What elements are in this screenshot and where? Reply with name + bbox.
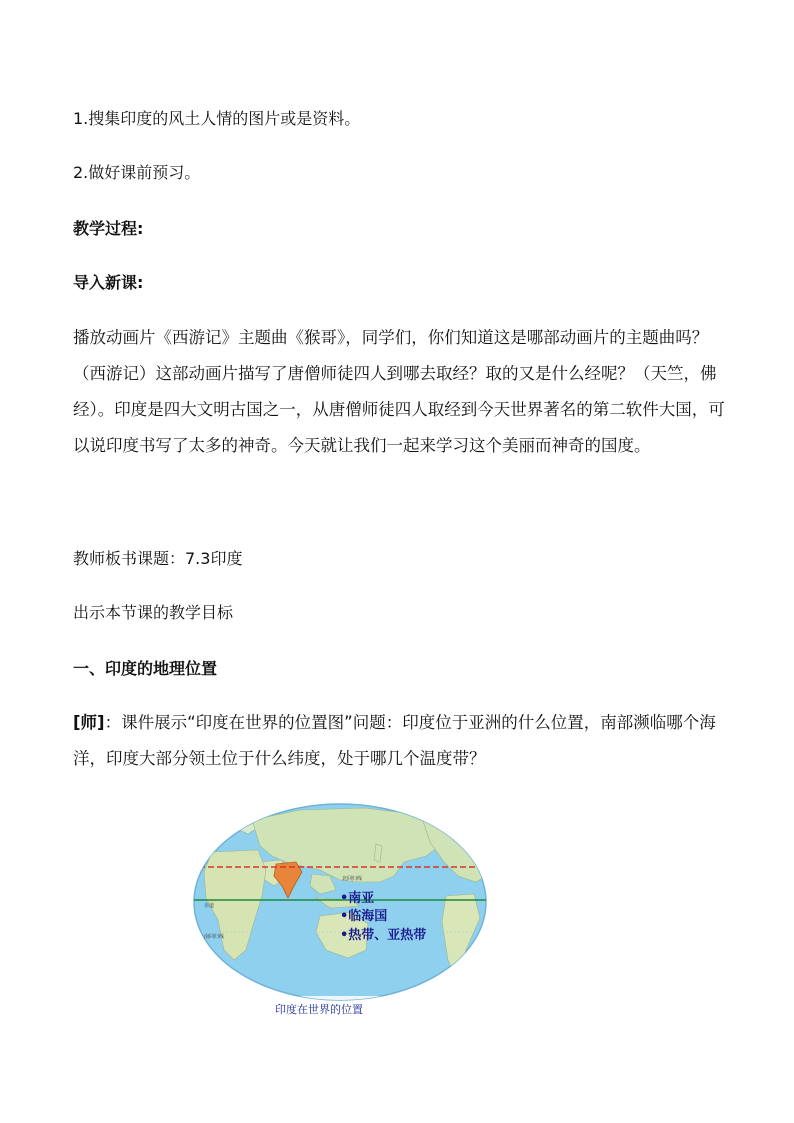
intro-paragraph: 播放动画片《西游记》主题曲《猴哥》，同学们，你们知道这是哪部动画片的主题曲吗？（西游记）这部动画片描写了唐僧师徒四人到哪去取经？取的又是什么经呢？（天竺，佛经）。印度是四大文明古国之一，从唐僧师徒四人取经到今天世界著名的第二软件大国，可以说印度书写了太多的神奇。今天就让我们一起来学习这个美丽而神奇的国度。 [73, 328, 725, 455]
bullet-coastal-country: •临海国 [340, 909, 388, 924]
board-title: 教师板书课题：7.3印度 [73, 549, 243, 568]
prep-item-2: 2.做好课前预习。 [73, 163, 201, 182]
bullet-climate-zones: •热带、亚热带 [340, 928, 427, 943]
prep-item-1: 1.搜集印度的风土人情的图片或是资料。 [73, 109, 361, 128]
teacher-text: ：课件展示“印度在世界的位置图”问题：印度位于亚洲的什么位置，南部濒临哪个海洋，印度大部分领土位于什么纬度，处于哪几个温度带？ [73, 713, 716, 768]
world-map [190, 800, 490, 1020]
section-geo-location: 一、印度的地理位置 [73, 659, 218, 678]
teacher-question [73, 705, 733, 777]
bullet-south-asia: •南亚 [340, 891, 375, 906]
label-south-tropic: 南回归线 [204, 934, 225, 940]
heading-teaching-process: 教学过程: [73, 219, 144, 238]
label-equator: 赤道 [204, 903, 215, 909]
world-map-figure [190, 800, 490, 1020]
label-north-tropic: 北回归线 [342, 876, 363, 882]
teacher-tag: [师] [73, 713, 105, 732]
map-caption: 印度在世界的位置 [275, 1003, 363, 1016]
show-goals: 出示本节课的教学目标 [73, 603, 234, 622]
heading-intro: 导入新课: [73, 273, 144, 292]
